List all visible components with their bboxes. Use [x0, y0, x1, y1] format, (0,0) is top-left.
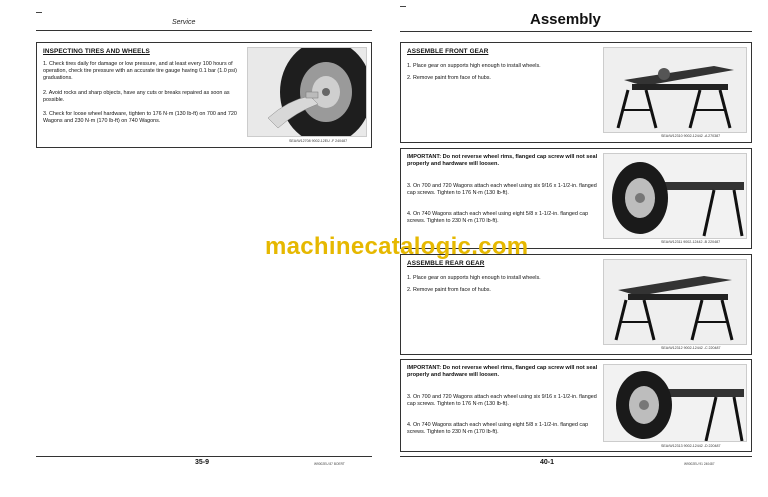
rear-wheel-photo [603, 364, 747, 442]
tire-inspection-photo [247, 47, 367, 137]
wheel-on-axle-illustration [604, 365, 746, 441]
photo-caption: SEA/W12708 9002-12EU -F 240487 [289, 139, 348, 143]
photo-caption: SEA/W12313 9002-12442 -D 220487 [661, 444, 721, 448]
important-notice: IMPORTANT: Do not reverse wheel rims, flanged cap screw will not seal properly and hardware will loosen. [407, 154, 598, 167]
assemble-rear-gear-section [400, 254, 752, 355]
gear-on-stands-illustration [604, 48, 746, 132]
photo-caption: SEA/W12311 9002-12442 -B 220487 [661, 240, 721, 244]
rear-gear-photo [603, 259, 747, 345]
page-number: 40-1 [540, 459, 555, 466]
page-number: 35-9 [195, 459, 210, 466]
paragraph-2: 2. Avoid rocks and sharp objects, have any cuts or breaks repaired as soon as possible. [43, 90, 230, 103]
footer-code: W9002EU 91 240487 [684, 462, 715, 466]
paragraph-2: 2. Remove paint from face of hubs. [407, 287, 491, 293]
paragraph-3: 3. Check for loose wheel hardware, tighten to 176 N·m (130 lb-ft) on 700 and 720 Wagons and 230 N·m (170 lb-ft) on 740 Wagons. [43, 111, 237, 124]
assemble-front-gear-section [400, 42, 752, 143]
watermark-text: machinecatalogic.com [265, 233, 529, 260]
crop-mark [36, 12, 42, 19]
header-rule [400, 31, 752, 32]
paragraph-4: 4. On 740 Wagons attach each wheel using eight 5/8 x 1-1/2-in. flanged cap screws. Tighten to 230 N·m (170 lb-ft). [407, 422, 589, 435]
gear-on-stands-illustration [604, 260, 746, 344]
paragraph-3: 3. On 700 and 720 Wagons attach each wheel using six 9/16 x 1-1/2-in. flanged cap screws. Tighten to 176 N·m (130 lb-ft). [407, 183, 597, 196]
inspecting-tires-section [36, 42, 372, 148]
footer-rule [400, 456, 752, 457]
photo-caption: SEA/W12310 9002-12442 -A 270387 [661, 134, 721, 138]
important-notice: IMPORTANT: Do not reverse wheel rims, flanged cap screw will not seal properly and hardware will loosen. [407, 365, 598, 378]
front-wheel-photo [603, 153, 747, 239]
paragraph-2: 2. Remove paint from face of hubs. [407, 75, 491, 81]
front-gear-photo [603, 47, 747, 133]
section-title: ASSEMBLE REAR GEAR [407, 260, 485, 267]
photo-caption: SEA/W12312 9002-12442 -C 220487 [661, 346, 721, 350]
crop-mark [400, 6, 406, 13]
footer-rule [36, 456, 372, 457]
right-page-header: Assembly [530, 11, 601, 28]
tire-gauge-illustration [248, 48, 366, 136]
header-rule [36, 30, 372, 31]
section-title: ASSEMBLE FRONT GEAR [407, 48, 489, 55]
rear-wheel-install-section [400, 359, 752, 452]
paragraph-4: 4. On 740 Wagons attach each wheel using eight 5/8 x 1-1/2-in. flanged cap screws. Tighten to 230 N·m (170 lb-ft). [407, 211, 589, 224]
paragraph-3: 3. On 700 and 720 Wagons attach each wheel using six 9/16 x 1-1/2-in. flanged cap screws. Tighten to 176 N·m (130 lb-ft). [407, 394, 597, 407]
paragraph-1: 1. Place gear on supports high enough to install wheels. [407, 275, 541, 281]
footer-code: W9002EU 87 BOERT [314, 462, 345, 466]
paragraph-1: 1. Place gear on supports high enough to install wheels. [407, 63, 541, 69]
left-page-header: Service [172, 19, 196, 26]
section-title: INSPECTING TIRES AND WHEELS [43, 48, 150, 55]
paragraph-1: 1. Check tires daily for damage or low pressure, and at least every 100 hours of operation, check tire pressure with an accurate tire gauge having 0.1 bar (1.0 psi) graduations. [43, 61, 237, 81]
wheel-on-axle-illustration [604, 154, 746, 238]
